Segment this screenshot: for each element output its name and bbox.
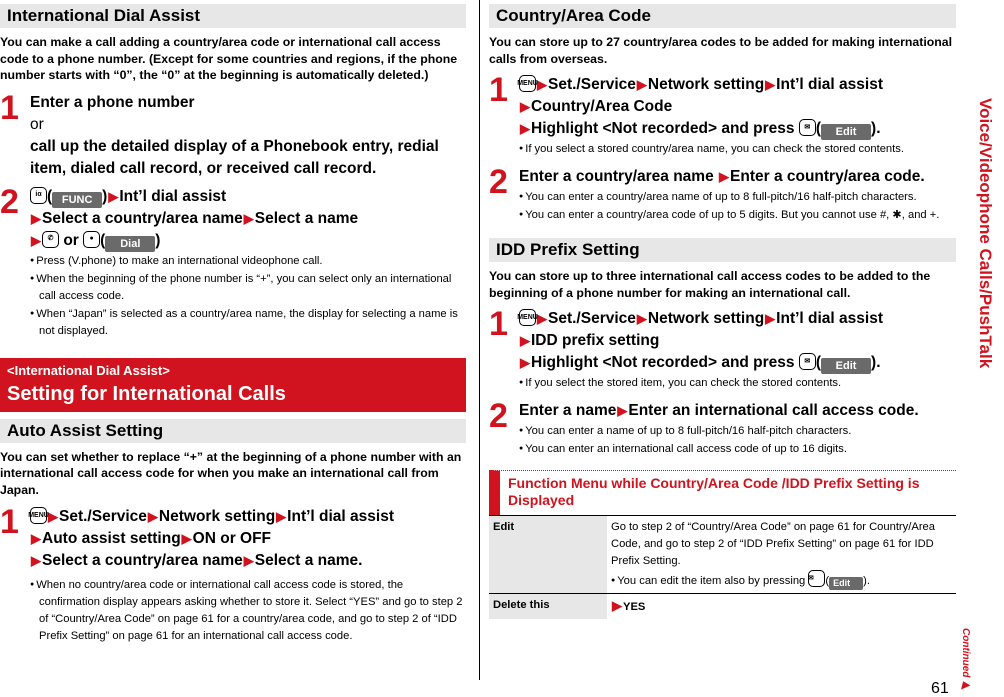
step-text: Highlight <Not recorded> and press xyxy=(531,354,795,371)
step-text: Country/Area Code xyxy=(531,98,673,115)
step-number: 2 xyxy=(0,182,19,221)
call-key-icon: ✆ xyxy=(42,231,59,248)
step-text: Select a country/area name xyxy=(42,209,243,227)
step-text: IDD prefix setting xyxy=(531,332,660,349)
page-number: 61 xyxy=(931,680,949,697)
step-text: Select a name. xyxy=(254,552,363,569)
arrow-icon: ▶ xyxy=(276,509,287,524)
step-number: 1 xyxy=(489,305,508,343)
banner-title: Setting for International Calls xyxy=(7,382,286,405)
arrow-icon: ▶ xyxy=(243,553,254,568)
chapter-banner xyxy=(0,358,466,412)
step-text: Set./Service xyxy=(548,76,636,93)
arrow-icon: ▶ xyxy=(520,121,530,136)
arrow-icon: ▶ xyxy=(108,188,119,204)
step-number: 2 xyxy=(489,397,508,435)
arrow-icon: ▶ xyxy=(765,311,776,326)
step-1: 1 MENU ▶Set./Service▶Network setting▶Int’l dial assist ▶IDD prefix setting ▶Highlight <Not recorded> and press ✉ ( Edit ). ● If you select the stored item, you can check the stored contents. xyxy=(489,308,956,392)
note: ● When “Japan” is selected as a country/area name, the display for selecting a name is not displayed. xyxy=(30,305,466,340)
edit-softkey: Edit xyxy=(821,358,871,374)
arrow-icon: ▶ xyxy=(31,553,41,568)
arrow-icon: ▶ xyxy=(520,99,530,114)
step-text: Auto assist setting xyxy=(42,530,181,547)
arrow-icon: ▶ xyxy=(243,210,254,226)
step-text: Int’l dial assist xyxy=(776,310,883,327)
step-2: 2 iα ( FUNC )▶Int’l dial assist ▶Select a country/area name▶Select a name ▶ ✆ or ● ( Dial ) ● Press (V.phone) to make an international videophone call. ● When the beginning of the phone number is “+”, you can select only an international call access code. ● When “Japan” is selected as a country/area name, the display for selecting a name is not displayed. xyxy=(0,186,466,340)
continued-text: Continued xyxy=(960,628,971,678)
or-text: or xyxy=(63,231,79,249)
note: ● You can enter an international call access code of up to 16 digits. xyxy=(519,440,956,458)
continued-label xyxy=(960,628,971,691)
menu-key-icon: MENU xyxy=(519,75,536,92)
note: ● You can enter a name of up to 8 full-pitch/16 half-pitch characters. xyxy=(519,422,956,440)
note: ● When no country/area code or international call access code is stored, the confirmation display appears asking whether to store it. Select “YES” and go to step 2 of “Country/Area Code” on page 61 for a country/area code, and go to step 2 of “IDD Prefix Setting” on page 61 for an international call access code. xyxy=(30,576,466,645)
step-2 xyxy=(489,163,956,224)
arrow-icon: ▶ xyxy=(960,680,971,692)
intro-text: You can store up to three international call access codes to be added to the beginning of a phone number for making an international call. xyxy=(489,269,931,300)
arrow-icon: ▶ xyxy=(636,311,647,326)
arrow-icon: ▶ xyxy=(765,77,776,92)
step-text: Enter a country/area code. xyxy=(730,168,925,185)
arrow-icon: ▶ xyxy=(181,531,192,546)
table-row xyxy=(489,594,956,620)
menu-key-cell: Delete this xyxy=(489,594,607,620)
step-text: Enter a phone number xyxy=(30,93,195,111)
function-menu-title: Function Menu while Country/Area Code /IDD Prefix Setting is Displayed xyxy=(489,470,956,515)
step-text: Int’l dial assist xyxy=(287,508,394,525)
step-text: ON or OFF xyxy=(192,530,272,547)
column-divider xyxy=(479,0,480,680)
func-softkey: FUNC xyxy=(52,192,102,208)
note: ● If you select a stored country/area name, you can check the stored contents. xyxy=(519,140,956,158)
step-text: Set./Service xyxy=(548,310,636,327)
step-text: Network setting xyxy=(647,76,765,93)
step-1: 1 MENU ▶Set./Service▶Network setting▶Int’l dial assist ▶Country/Area Code ▶Highlight <Not recorded> and press ✉ ( Edit ). ● If you select a stored country/area name, you can check the stored contents. xyxy=(489,74,956,158)
step-text: Enter a country/area name xyxy=(519,168,714,185)
step-number: 1 xyxy=(0,503,19,541)
step-2 xyxy=(489,397,956,458)
step-text: Select a name xyxy=(254,209,359,227)
function-menu-table xyxy=(489,515,956,619)
note: ● You can enter a country/area name of up to 8 full-pitch/16 half-pitch characters. xyxy=(519,188,956,206)
menu-desc: YES xyxy=(623,601,646,613)
note: ● If you select the stored item, you can check the stored contents. xyxy=(519,374,956,392)
step-text: Set./Service xyxy=(59,508,147,525)
arrow-icon: ▶ xyxy=(537,77,547,92)
menu-desc-cell xyxy=(607,594,956,620)
menu-note: You can edit the item also by pressing xyxy=(617,575,806,587)
arrow-icon: ▶ xyxy=(719,169,730,184)
left-column xyxy=(0,4,466,645)
arrow-icon: ▶ xyxy=(31,210,41,226)
right-column xyxy=(489,4,956,619)
mail-key-icon: ✉ xyxy=(799,119,816,136)
menu-desc: Go to step 2 of “Country/Area Code” on page 61 for Country/Area Code, and go to step 2 of “IDD Prefix Setting” on page 61 for IDD Prefix Setting. xyxy=(611,521,935,567)
edit-softkey: Edit xyxy=(829,577,863,590)
arrow-icon: ▶ xyxy=(31,232,41,248)
arrow-icon: ▶ xyxy=(520,355,530,370)
arrow-icon: ▶ xyxy=(636,77,647,92)
section-header-idd-prefix: IDD Prefix Setting xyxy=(489,238,956,262)
menu-key-cell: Edit xyxy=(489,516,607,594)
step-text: Select a country/area name xyxy=(42,552,243,569)
intro-text: You can make a call adding a country/area code or international call access code to a phone number. (Except for some countries and regions, if the phone number starts with “0”, the “0” at the beginning is automatically deleted.) xyxy=(0,35,458,82)
step-number: 1 xyxy=(0,88,19,127)
step-text: Int’l dial assist xyxy=(119,187,227,205)
step-number: 1 xyxy=(489,71,508,109)
arrow-icon: ▶ xyxy=(617,403,628,418)
arrow-icon: ▶ xyxy=(147,509,158,524)
banner-subtitle: <International Dial Assist> xyxy=(7,362,170,378)
intro-text: You can set whether to replace “+” at the beginning of a phone number with an international call access code for when you make an international call from Japan. xyxy=(0,449,462,497)
arrow-icon: ▶ xyxy=(31,531,41,546)
step-1 xyxy=(0,88,466,180)
arrow-icon: ▶ xyxy=(48,509,58,524)
step-or: or xyxy=(30,115,44,133)
edit-softkey: Edit xyxy=(821,124,871,140)
step-1 xyxy=(0,503,466,645)
center-key-icon: ● xyxy=(83,231,100,248)
note: ● When the beginning of the phone number is “+”, you can select only an international call access code. xyxy=(30,270,466,305)
menu-key-icon: MENU xyxy=(519,309,536,326)
intro-text: You can store up to 27 country/area codes to be added for making international calls from overseas. xyxy=(489,35,953,66)
chapter-title: Voice/Videophone Calls/PushTalk xyxy=(976,98,995,369)
note: ● You can enter a country/area code of up to 5 digits. But you cannot use #, ✱, and +. xyxy=(519,206,956,224)
mail-key-icon: ✉ xyxy=(808,570,825,587)
arrow-icon: ▶ xyxy=(537,311,547,326)
step-text: Enter a name xyxy=(519,402,617,419)
step-number: 2 xyxy=(489,163,508,201)
i-mode-key-icon: iα xyxy=(30,187,47,204)
step-text: call up the detailed display of a Phonebook entry, redial item, dialed call record, or received call record. xyxy=(30,137,439,177)
step-text: Network setting xyxy=(158,508,276,525)
dial-softkey: Dial xyxy=(105,236,155,252)
section-header-auto-assist: Auto Assist Setting xyxy=(0,419,466,443)
menu-key-icon: MENU xyxy=(30,507,47,524)
menu-desc-cell: Go to step 2 of “Country/Area Code” on page 61 for Country/Area Code, and go to step 2 of “IDD Prefix Setting” on page 61 for IDD Prefix Setting. ● You can edit the item also by pressing ✉ ( Edit ). xyxy=(607,516,956,594)
step-text: Enter an international call access code. xyxy=(628,402,919,419)
arrow-icon: ▶ xyxy=(612,598,622,613)
step-text: Network setting xyxy=(647,310,765,327)
section-header-country-area-code: Country/Area Code xyxy=(489,4,956,28)
note: ● Press (V.phone) to make an international videophone call. xyxy=(30,252,466,270)
arrow-icon: ▶ xyxy=(520,333,530,348)
table-row xyxy=(489,516,956,594)
section-header-international-dial-assist: International Dial Assist xyxy=(0,4,466,28)
step-text: Int’l dial assist xyxy=(776,76,883,93)
mail-key-icon: ✉ xyxy=(799,353,816,370)
step-text: Highlight <Not recorded> and press xyxy=(531,120,795,137)
chapter-sidebar xyxy=(975,98,999,388)
